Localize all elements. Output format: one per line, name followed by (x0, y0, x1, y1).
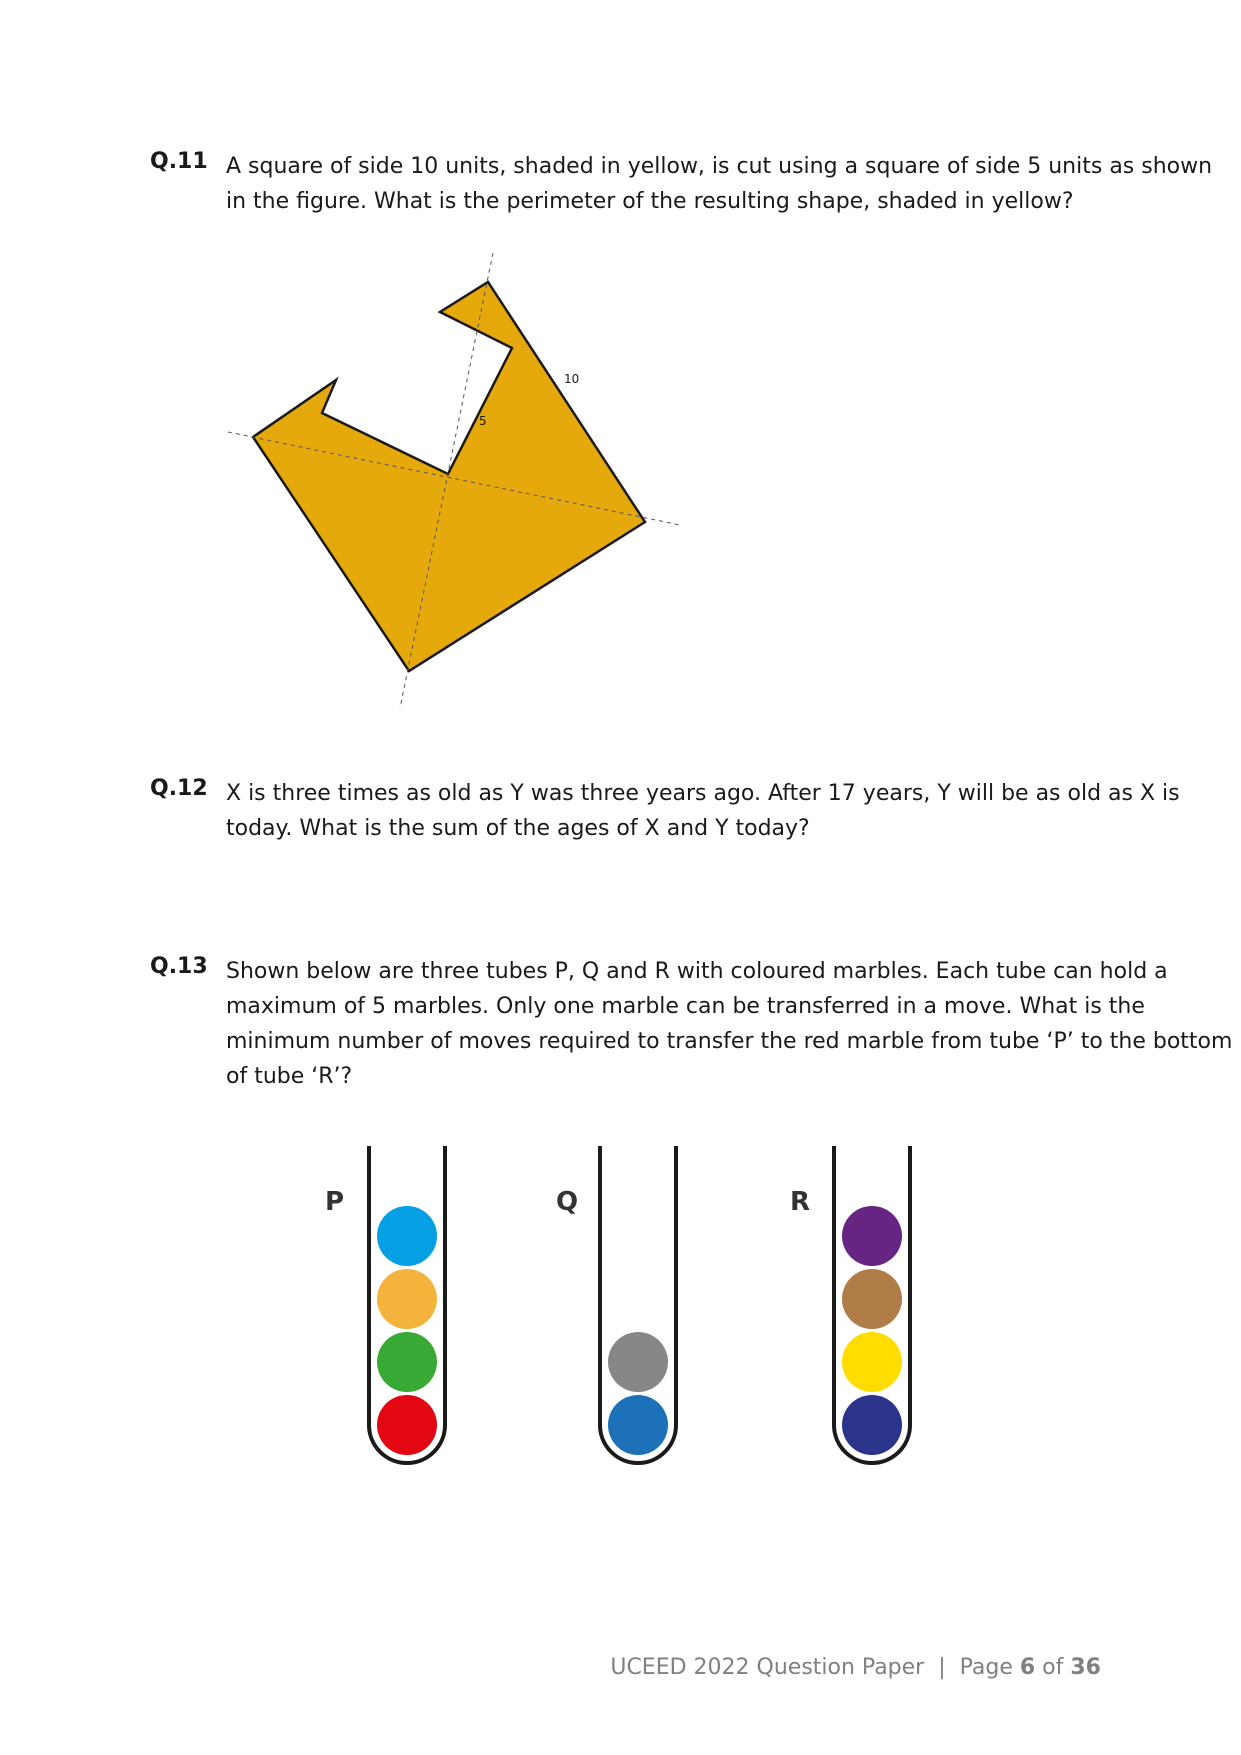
question-text: X is three times as old as Y was three years ago. After 17 years, Y will be as old as X is today. What is the sum of the ages of X and Y today? (226, 781, 1180, 841)
marble (842, 1269, 902, 1329)
side-label-5: 5 (479, 414, 487, 428)
marble (842, 1395, 902, 1455)
question-text: Shown below are three tubes P, Q and R with coloured marbles. Each tube can hold a maximum of 5 marbles. Only one marble can be transferred in a move. What is the minimum number of moves required to transfer the red marble from tube ‘P’ to the bottom of tube ‘R’? (226, 959, 1233, 1089)
marble-tubes-figure (300, 1140, 940, 1480)
side-label-10: 10 (564, 372, 580, 386)
tube-label-r: R (790, 1187, 811, 1217)
page-footer (610, 1655, 1101, 1680)
tube-label-q: Q (556, 1187, 579, 1217)
marble (377, 1332, 437, 1392)
footer-of: of (1035, 1655, 1071, 1680)
marble (377, 1269, 437, 1329)
tube-label-p: P (325, 1187, 345, 1217)
marble (842, 1206, 902, 1266)
question-text: A square of side 10 units, shaded in yellow, is cut using a square of side 5 units as shown in the figure. What is the perimeter of the resulting shape, shaded in yellow? (226, 154, 1213, 214)
question-number: Q.12 (150, 776, 208, 801)
marble (608, 1395, 668, 1455)
marble (842, 1332, 902, 1392)
marble (377, 1206, 437, 1266)
footer-page-number: 6 (1019, 1655, 1036, 1680)
yellow-shape (253, 282, 645, 671)
question-number: Q.13 (150, 954, 208, 979)
marble (377, 1395, 437, 1455)
footer-prefix: UCEED 2022 Question Paper | Page (610, 1655, 1020, 1680)
question-number: Q.11 (150, 149, 208, 174)
marble (608, 1332, 668, 1392)
cut-square-figure (215, 245, 695, 715)
footer-total-pages: 36 (1070, 1655, 1101, 1680)
